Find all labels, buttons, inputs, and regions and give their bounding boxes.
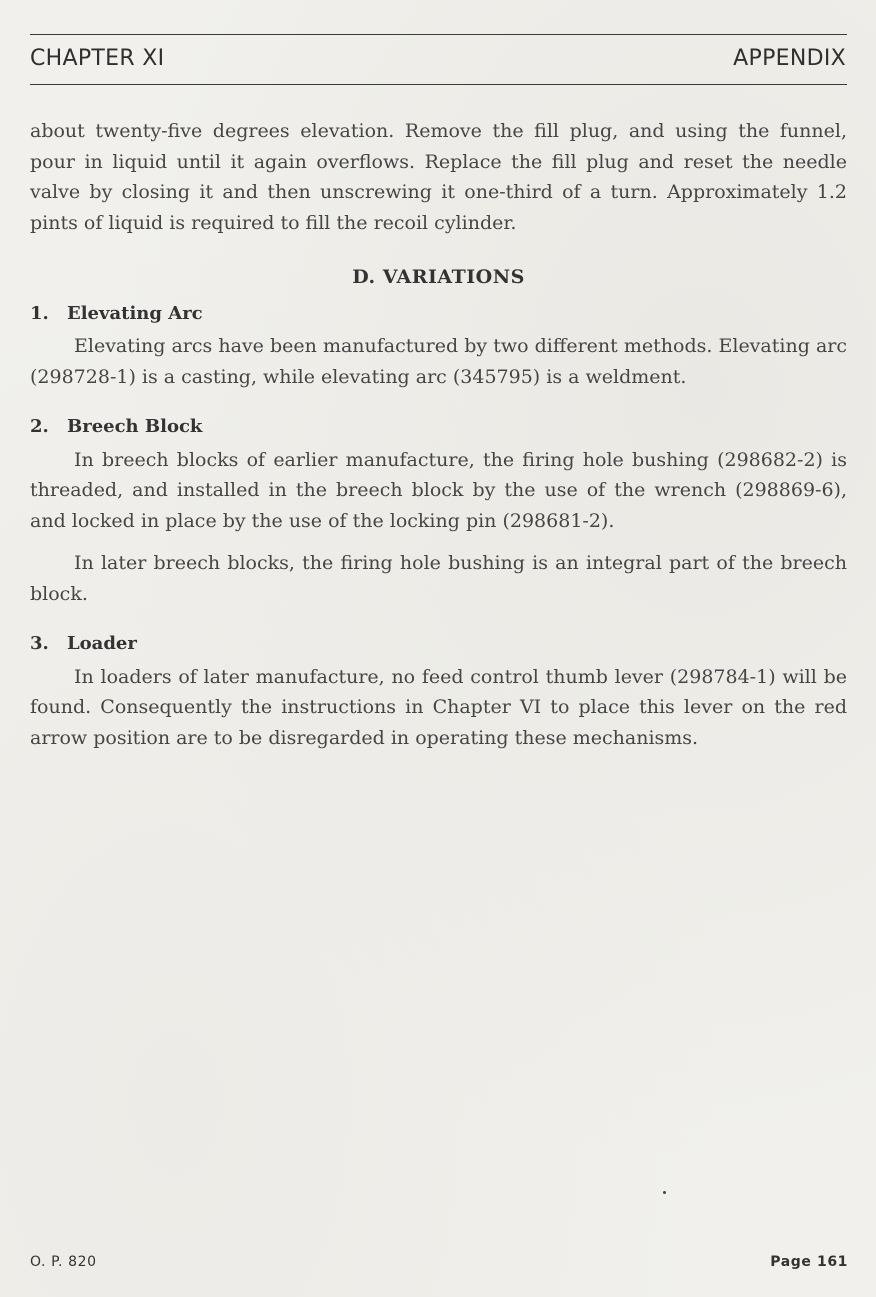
intro-paragraph: about twenty-five degrees elevation. Remove the fill plug, and using the funnel, pour in liquid until it again overflows. Replace the fill plug and reset the needle valve by closing it and then unscrewing it one-third of a turn. Approximately 1.2 pints of liquid is required to fill the recoil cylinder.: [30, 120, 847, 234]
subsection-number: 3.: [30, 633, 49, 654]
subsection-number: 1.: [30, 302, 49, 324]
subsection-title: Breech Block: [67, 416, 203, 437]
subsection-number: 2.: [30, 416, 49, 437]
paragraph: In later breech blocks, the firing hole bushing is an integral part of the breech block.: [30, 552, 847, 605]
subsection-heading: [30, 299, 847, 330]
document-id: O. P. 820: [30, 1254, 97, 1270]
section-title: D. VARIATIONS: [352, 266, 525, 288]
section-heading: APPENDIX: [733, 46, 846, 71]
header-rule-bottom: [30, 84, 847, 85]
paragraph: In loaders of later manufacture, no feed control thumb lever (298784-1) will be found. Consequently the instructions in Chapter VI to place this lever on the red arrow position are to be disregarded in operating these mechanisms.: [30, 665, 847, 749]
subsection-title: Elevating Arc: [67, 302, 203, 324]
subsection-title: Loader: [67, 633, 137, 654]
page-content: [30, 116, 847, 753]
ink-speck: [663, 1191, 666, 1194]
subsection-heading: [30, 412, 847, 443]
paragraph: Elevating arcs have been manufactured by two different methods. Elevating arc (298728-1) is a casting, while elevating arc (345795) is a weldment.: [30, 335, 847, 388]
page-number: Page 161: [770, 1254, 848, 1270]
paragraph: In breech blocks of earlier manufacture, the firing hole bushing (298682-2) is threaded, and installed in the breech block by the use of the wrench (298869-6), and locked in place by the use of the locking pin (298681-2).: [30, 448, 847, 532]
chapter-heading: CHAPTER XI: [30, 46, 165, 71]
subsection-heading: [30, 629, 847, 660]
header-rule-top: [30, 34, 847, 35]
subsection-breech-block: [30, 412, 847, 609]
subsection-loader: [30, 629, 847, 753]
subsection-elevating-arc: [30, 299, 847, 393]
